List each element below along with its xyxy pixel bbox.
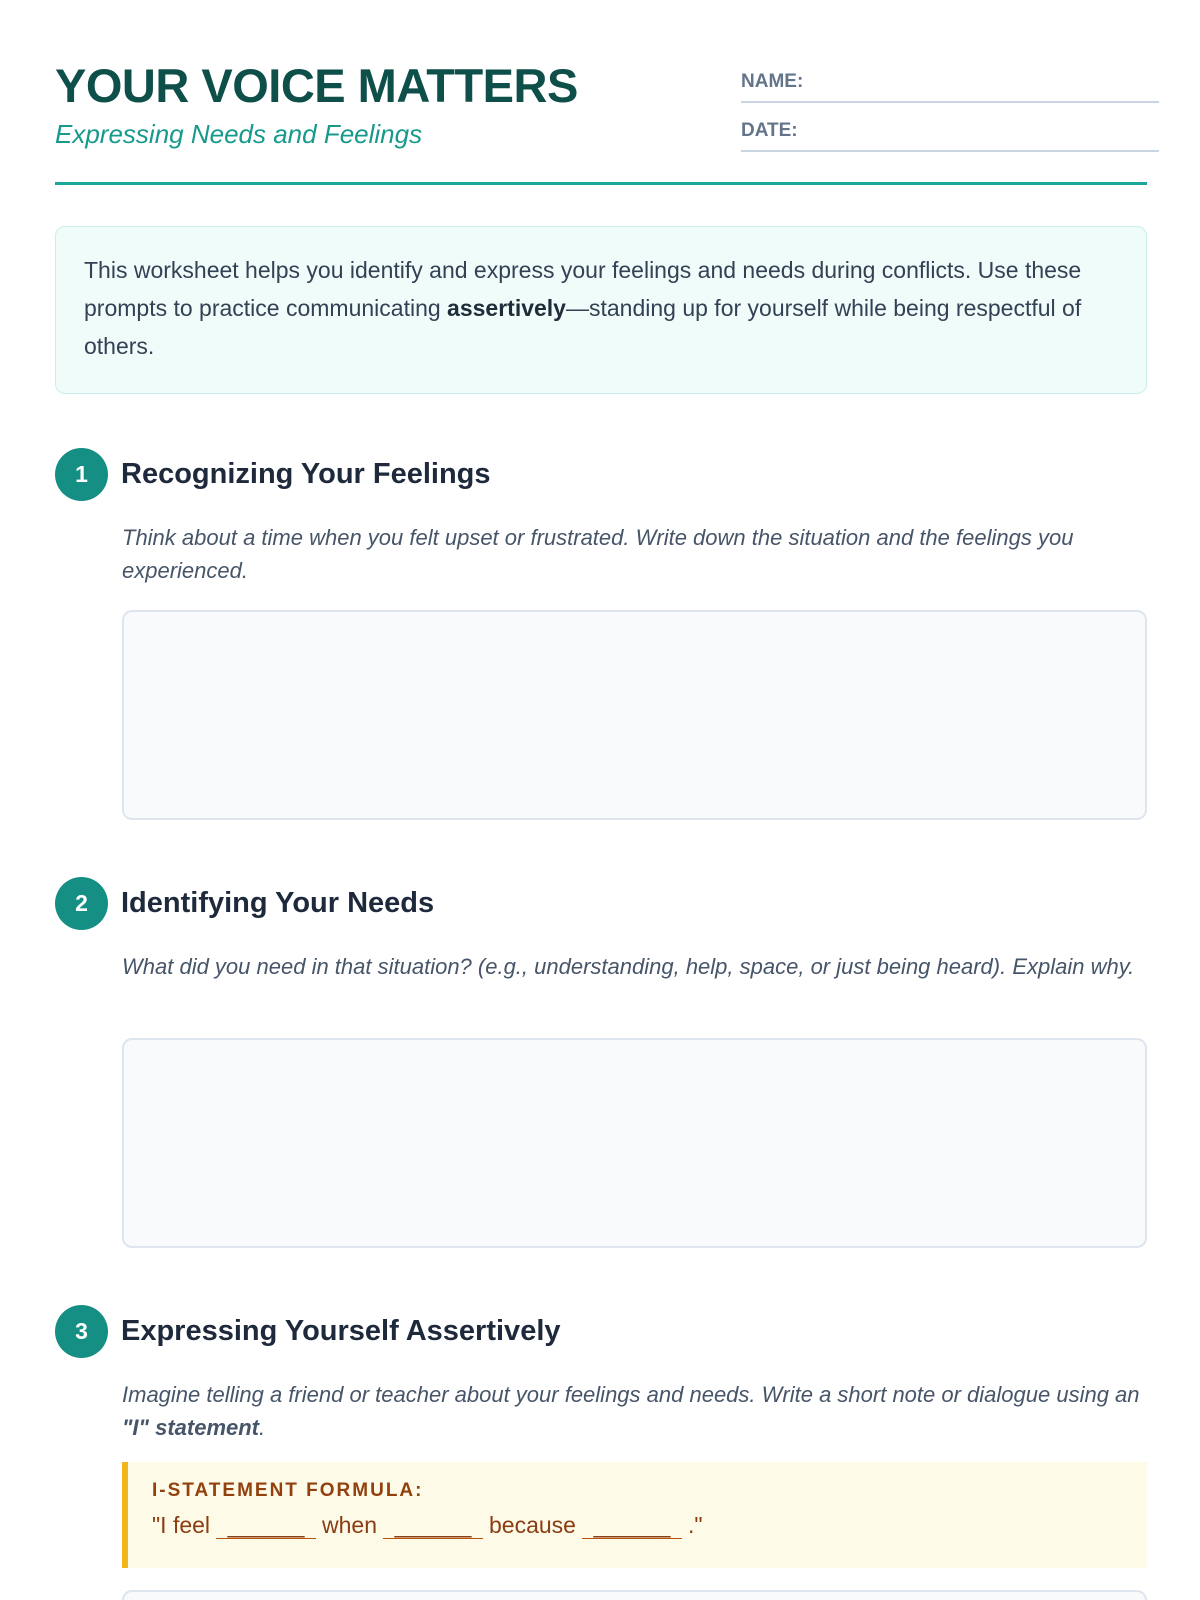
page-subtitle: Expressing Needs and Feelings <box>55 119 423 149</box>
intro-text-start: This worksheet helps you identify and express your feelings and needs during conflicts. Use these prompts to practice communicating <box>84 257 1082 321</box>
formula-blank-feeling: ______ <box>216 1512 316 1539</box>
intro-emphasis: assertively <box>447 295 566 321</box>
date-label: DATE: <box>741 120 798 141</box>
intro-text-end: —standing up for yourself while being respectful of others. <box>84 295 1082 359</box>
section-2-number-badge: 2 <box>55 877 108 930</box>
formula-close: ." <box>687 1512 703 1538</box>
formula-line <box>152 1512 1125 1539</box>
section-1-number-badge: 1 <box>55 448 108 501</box>
section-2-prompt: What did you need in that situation? (e.g., understanding, help, space, or just being heard). Explain why. <box>122 954 1135 979</box>
section-3-prompt <box>122 1378 1152 1444</box>
name-field <box>741 65 1159 103</box>
section-3-title: Expressing Yourself Assertively <box>121 1315 561 1347</box>
name-label: NAME: <box>741 71 804 92</box>
section-1-answer-box[interactable] <box>122 610 1147 820</box>
section-2-answer-box[interactable] <box>122 1038 1147 1248</box>
date-input[interactable] <box>813 116 1153 146</box>
formula-blank-reason: ______ <box>582 1512 682 1539</box>
section-3-prompt-start: Imagine telling a friend or teacher about your feelings and needs. Write a short note or dialogue using an <box>122 1382 1140 1407</box>
section-2-title: Identifying Your Needs <box>121 887 435 919</box>
formula-blank-situation: ______ <box>383 1512 483 1539</box>
worksheet-header <box>55 55 1147 185</box>
section-1-prompt: Think about a time when you felt upset or frustrated. Write down the situation and the feelings you experienced. <box>122 525 1074 583</box>
formula-label: I-STATEMENT FORMULA: <box>152 1480 424 1501</box>
section-1-title: Recognizing Your Feelings <box>121 458 491 490</box>
section-3-number-badge: 3 <box>55 1305 108 1358</box>
name-input[interactable] <box>813 67 1153 97</box>
i-statement-formula-box <box>122 1462 1147 1568</box>
formula-because: because <box>489 1512 576 1538</box>
intro-box <box>55 226 1147 394</box>
section-3-prompt-end: . <box>259 1415 266 1440</box>
section-3-answer-box[interactable] <box>122 1590 1147 1600</box>
section-3-prompt-emphasis: "I" statement <box>122 1415 260 1440</box>
page-title: YOUR VOICE MATTERS <box>55 59 578 112</box>
formula-open: "I feel <box>152 1512 211 1538</box>
date-field <box>741 114 1159 152</box>
formula-when: when <box>322 1512 378 1538</box>
